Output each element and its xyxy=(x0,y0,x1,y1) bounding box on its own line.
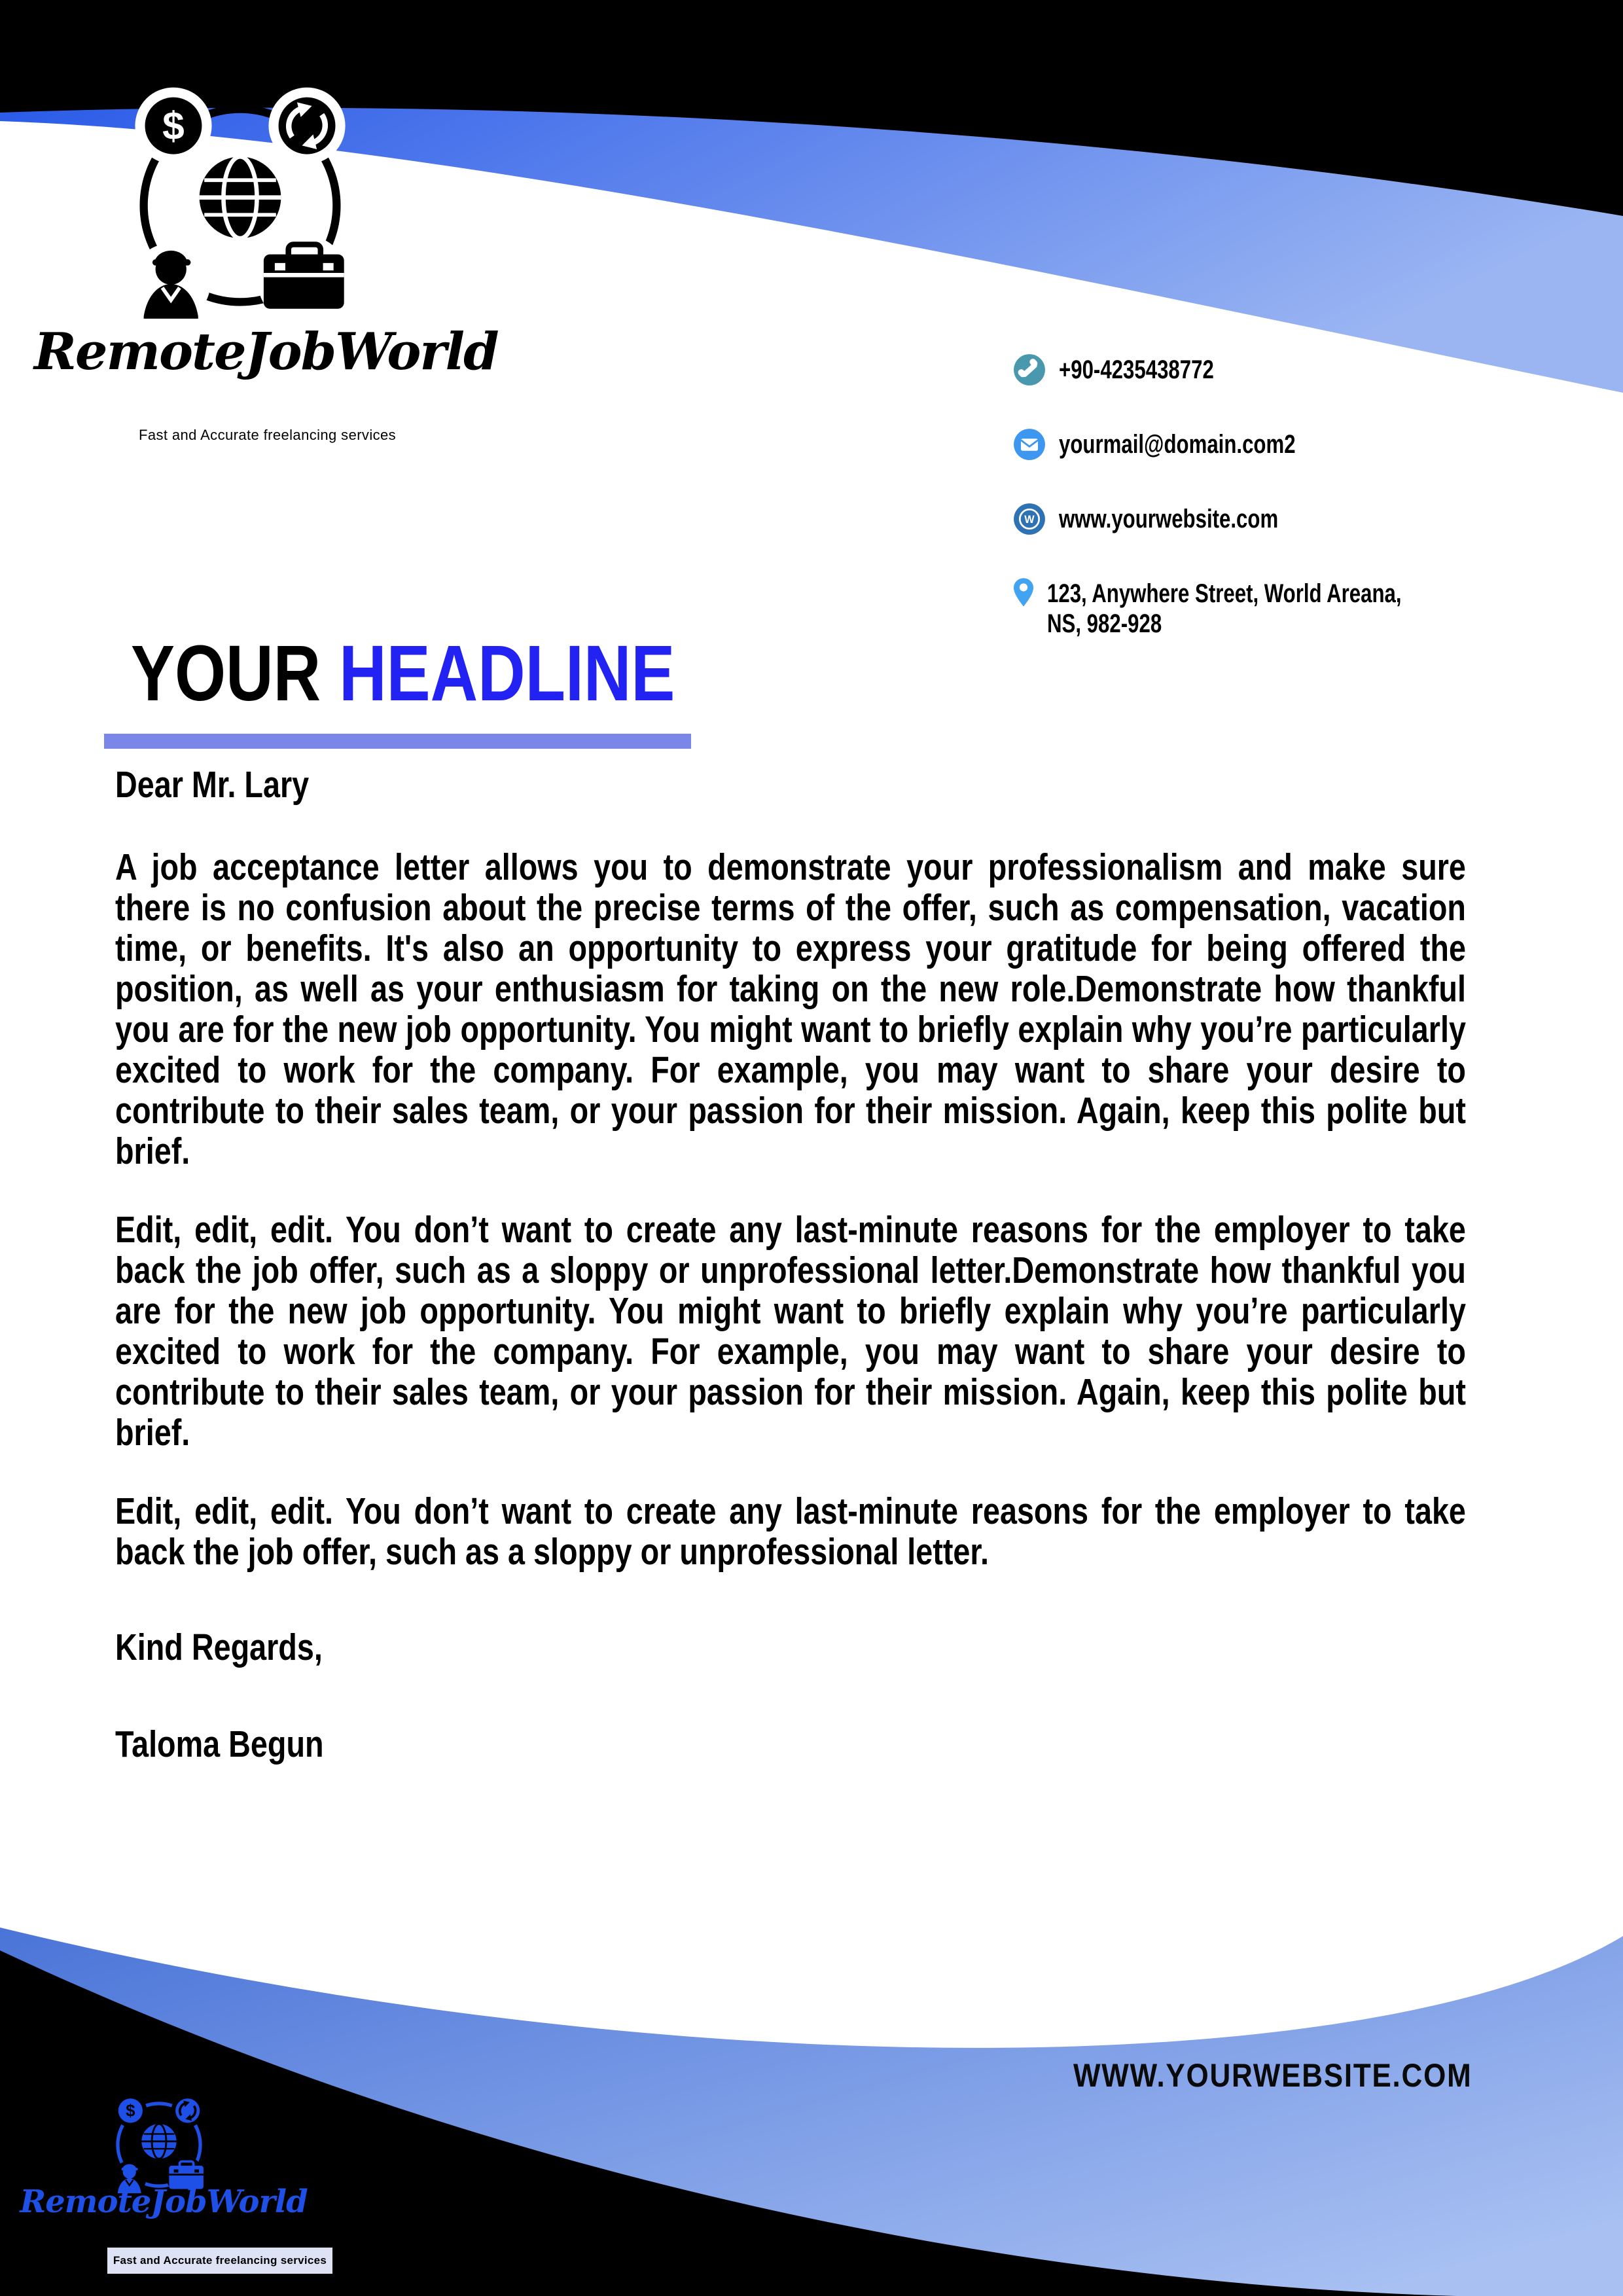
paragraph-3: Edit, edit, edit. You don’t want to create any last-minute reasons for the employer to take back the job offer, such as a sloppy or unprofessional letter. xyxy=(115,1490,1466,1573)
svg-text:$: $ xyxy=(126,2102,135,2121)
salutation: Dear Mr. Lary xyxy=(115,764,310,806)
page-title xyxy=(131,628,675,717)
sync-arrows-icon xyxy=(279,98,336,154)
contact-email-row xyxy=(1013,428,1501,461)
contact-phone-row xyxy=(1013,353,1501,386)
phone-number: +90-4235438772 xyxy=(1059,355,1214,384)
footer-brand-name: RemoteJobWorld xyxy=(20,2183,308,2220)
headline-blue-part: HEADLINE xyxy=(339,628,675,717)
headline-underline-bar xyxy=(104,734,691,749)
email-icon xyxy=(1013,428,1046,461)
brand-name: RemoteJobWorld xyxy=(34,322,498,382)
paragraph-1: A job acceptance letter allows you to demonstrate your professionalism and make sure there is no confusion about the precise terms of the offer, such as compensation, vacation time, or benefits. It's also an opportunity to express your gratitude for being offered the position, as well as your enthusiasm for taking on the new role.Demonstrate how thankful you are for the new job opportunity. You might want to briefly explain why you’re particularly excited to work for the company. For example, you may want to share your desire to contribute to their sales team, or your passion for their mission. Again, keep this polite but brief. xyxy=(115,846,1466,1172)
website-url: www.yourwebsite.com xyxy=(1059,505,1279,533)
closing: Kind Regards, xyxy=(115,1626,323,1668)
address-line-1: 123, Anywhere Street, World Areana, xyxy=(1047,579,1402,608)
svg-text:W: W xyxy=(1024,513,1035,526)
contact-block xyxy=(1013,353,1501,639)
footer-brand-tagline: Fast and Accurate freelancing services xyxy=(107,2248,332,2274)
address-line-2: NS, 982-928 xyxy=(1047,609,1162,638)
dollar-coin-icon xyxy=(145,98,202,154)
dollar-coin-icon xyxy=(118,2098,143,2123)
postal-address xyxy=(1047,577,1402,639)
letter-body xyxy=(115,764,1466,1765)
email-address: yourmail@domain.com2 xyxy=(1059,430,1296,459)
paragraph-2: Edit, edit, edit. You don’t want to create any last-minute reasons for the employer to take back the job offer, such as a sloppy or unprofessional letter.Demonstrate how thankful you are for the new job opportunity. You might want to briefly explain why you’re particularly excited to work for the company. For example, you may want to share your desire to contribute to their sales team, or your passion for their mission. Again, keep this polite but brief. xyxy=(115,1209,1466,1454)
globe-icon xyxy=(141,2124,176,2159)
contact-website-row xyxy=(1013,503,1501,535)
brand-logo-icon xyxy=(116,60,364,351)
contact-address-row xyxy=(1013,577,1501,639)
headline-black-part: YOUR xyxy=(131,628,321,717)
globe-icon xyxy=(200,156,281,238)
website-icon xyxy=(1013,503,1046,535)
brand-tagline: Fast and Accurate freelancing services xyxy=(139,427,397,443)
signature-name: Taloma Begun xyxy=(115,1723,324,1765)
location-icon xyxy=(1013,577,1034,607)
phone-icon xyxy=(1013,353,1046,386)
footer-website-url: WWW.YOURWEBSITE.COM xyxy=(1073,2057,1472,2094)
svg-text:$: $ xyxy=(162,103,185,148)
sync-arrows-icon xyxy=(175,2098,200,2123)
